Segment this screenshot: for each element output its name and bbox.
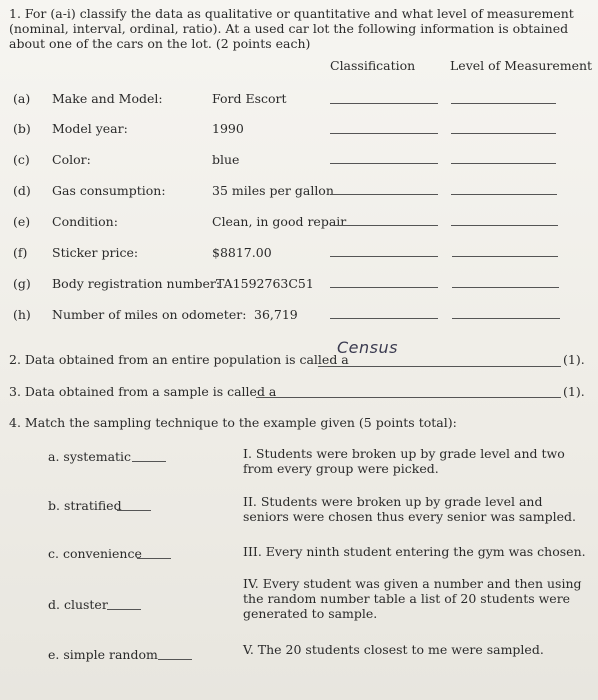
match-blank-stratified[interactable] bbox=[117, 510, 151, 511]
classification-blank-c[interactable] bbox=[330, 163, 438, 164]
classification-header: Classification bbox=[330, 58, 416, 73]
row-value-h: 36,719 bbox=[254, 307, 298, 322]
classification-blank-e[interactable] bbox=[330, 225, 438, 226]
row-value-f: $8817.00 bbox=[212, 245, 272, 260]
row-letter-c: (c) bbox=[13, 152, 30, 167]
row-label-a: Make and Model: bbox=[52, 91, 163, 106]
question-2-answer-blank[interactable] bbox=[318, 366, 561, 367]
classification-blank-f[interactable] bbox=[330, 256, 438, 257]
row-letter-e: (e) bbox=[13, 214, 31, 229]
level-blank-g[interactable] bbox=[452, 287, 559, 288]
technique-convenience: c. convenience bbox=[48, 546, 142, 561]
row-value-e: Clean, in good repair bbox=[212, 214, 347, 229]
row-value-c: blue bbox=[212, 152, 240, 167]
question-3-prompt: 3. Data obtained from a sample is called a bbox=[9, 384, 277, 399]
technique-cluster: d. cluster bbox=[48, 597, 108, 612]
classification-blank-h[interactable] bbox=[330, 318, 438, 319]
row-letter-g: (g) bbox=[13, 276, 31, 291]
question-3-answer-blank[interactable] bbox=[256, 397, 561, 398]
row-label-g: Body registration number: bbox=[52, 276, 221, 291]
level-blank-c[interactable] bbox=[451, 163, 556, 164]
level-of-measurement-header: Level of Measurement bbox=[450, 58, 593, 73]
match-blank-systematic[interactable] bbox=[132, 461, 166, 462]
row-label-d: Gas consumption: bbox=[52, 183, 166, 198]
level-blank-f[interactable] bbox=[452, 256, 558, 257]
technique-stratified: b. stratified bbox=[48, 498, 122, 513]
row-value-d: 35 miles per gallon bbox=[212, 183, 334, 198]
row-label-c: Color: bbox=[52, 152, 91, 167]
example-2: II. Students were broken up by grade level and seniors were chosen thus every senior was sampled. bbox=[243, 494, 576, 524]
technique-systematic: a. systematic bbox=[48, 449, 132, 464]
question-1-prompt: 1. For (a-i) classify the data as qualitative or quantitative and what level of measurement (nominal, interval, ordinal, ratio). At a used car lot the following information is obtained about one of the cars on the lot. (2 points each) bbox=[9, 6, 574, 51]
row-label-f: Sticker price: bbox=[52, 245, 139, 260]
row-letter-d: (d) bbox=[13, 183, 31, 198]
row-value-a: Ford Escort bbox=[212, 91, 287, 106]
question-4-prompt: 4. Match the sampling technique to the example given (5 points total): bbox=[9, 415, 457, 430]
classification-blank-g[interactable] bbox=[330, 287, 438, 288]
classification-blank-d[interactable] bbox=[330, 194, 438, 195]
row-label-b: Model year: bbox=[52, 121, 128, 136]
level-blank-h[interactable] bbox=[452, 318, 560, 319]
row-label-h: Number of miles on odometer: bbox=[52, 307, 247, 322]
technique-simple-random: e. simple random bbox=[48, 647, 158, 662]
level-blank-d[interactable] bbox=[451, 194, 557, 195]
level-blank-b[interactable] bbox=[451, 133, 556, 134]
question-2-prompt: 2. Data obtained from an entire population is called a bbox=[9, 352, 349, 367]
match-blank-convenience[interactable] bbox=[137, 558, 171, 559]
classification-blank-b[interactable] bbox=[330, 133, 438, 134]
example-4: IV. Every student was given a number and then using the random number table a list of 20 students were generated to sample. bbox=[243, 576, 582, 621]
question-2-points: (1). bbox=[563, 352, 585, 367]
row-value-g: TA1592763C51 bbox=[216, 276, 314, 291]
match-blank-cluster[interactable] bbox=[107, 609, 141, 610]
example-1: I. Students were broken up by grade level and two from every group were picked. bbox=[243, 446, 565, 476]
row-letter-h: (h) bbox=[13, 307, 31, 322]
example-5: V. The 20 students closest to me were sampled. bbox=[243, 642, 544, 657]
question-2-handwritten-answer: Census bbox=[337, 338, 398, 357]
row-value-b: 1990 bbox=[212, 121, 244, 136]
row-letter-b: (b) bbox=[13, 121, 31, 136]
question-3-points: (1). bbox=[563, 384, 585, 399]
classification-blank-a[interactable] bbox=[330, 103, 438, 104]
row-label-e: Condition: bbox=[52, 214, 118, 229]
level-blank-a[interactable] bbox=[451, 103, 556, 104]
level-blank-e[interactable] bbox=[451, 225, 558, 226]
example-3: III. Every ninth student entering the gym was chosen. bbox=[243, 544, 586, 559]
row-letter-f: (f) bbox=[13, 245, 28, 260]
match-blank-simple-random[interactable] bbox=[158, 659, 192, 660]
row-letter-a: (a) bbox=[13, 91, 31, 106]
